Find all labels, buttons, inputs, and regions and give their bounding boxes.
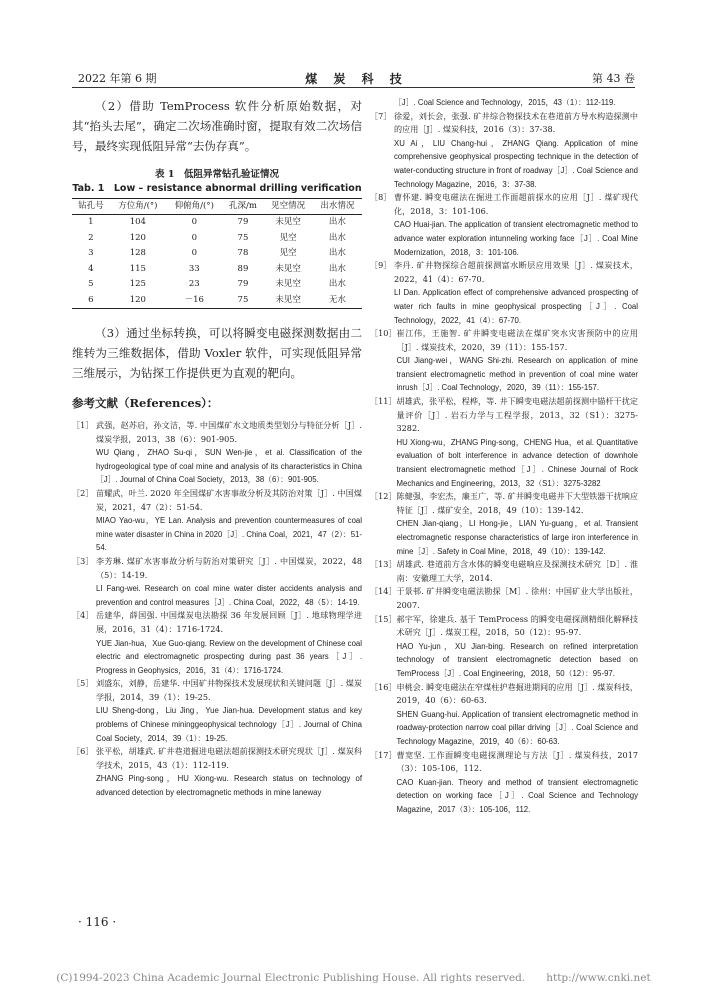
references-list-right: [370, 96, 638, 816]
reference-text-en: CUI Jiang-wei，WANG Shi-zhi. Research on application of mine transient electromagnetic method in prevention of coal mine water inrush［J］. Coal Technology，2020，39（11）：155-157.: [396, 356, 638, 393]
reference-body: [394, 96, 638, 110]
reference-body: [96, 609, 362, 677]
reference-number: ［10］: [370, 328, 397, 339]
table-cell: 3: [88, 248, 94, 258]
reference-text-en: CAO Kuan-jian. Theory and method of transient electromagnetic detection on working face［J］. Coal Science and Technology Magazine，2017（3）：105-106，112.: [396, 777, 638, 814]
table-cell: 120: [110, 293, 166, 309]
paragraph-step-3: （3）通过坐标转换，可以将瞬变电磁探测数据由二维转为三维数据体，借助 Voxler 软件，可实现低阻异常三维展示，为钻探工作提供更为直观的靶向。: [72, 326, 362, 380]
reference-number: ［5］: [72, 678, 94, 689]
reference-body: [96, 555, 362, 609]
reference-item: [370, 749, 638, 817]
reference-text-cn: 李丹. 矿井物探综合超前探测富水断层应用效果［J］. 煤炭技术，2022，41（4）：67-70.: [394, 260, 638, 284]
table-cell: 120: [129, 232, 146, 243]
table-cell: 未见空: [275, 217, 301, 227]
col-header: 方位角/(°): [110, 199, 166, 215]
table-row: [72, 293, 362, 309]
reference-number: ［7］: [370, 110, 392, 121]
reference-item: [370, 490, 638, 558]
reference-text-cn: 陈健强，李宏杰，廉玉广，等. 矿井瞬变电磁井下大型铁器干扰响应特征［J］. 煤矿安全，2018，49（10）：139-142.: [396, 491, 638, 515]
reference-item: [370, 96, 638, 110]
table-cell: 79: [237, 279, 249, 289]
reference-text-cn: 于景邨. 矿井瞬变电磁法勘探［M］. 徐州：中国矿业大学出版社，2007.: [396, 586, 638, 610]
reference-text-cn: 武强，赵苏启，孙文洁，等. 中国煤矿水文地质类型划分与特征分析［J］. 煤炭学报，2013，38（6）：901-905.: [96, 420, 362, 444]
reference-item: [72, 745, 362, 799]
table-cell: 104: [129, 217, 146, 227]
reference-body: [96, 419, 362, 487]
reference-number: ［13］: [370, 559, 397, 570]
table-cell: 0: [191, 248, 197, 258]
reference-number: ［12］: [370, 491, 397, 502]
reference-item: [370, 585, 638, 612]
table-cell: 未见空: [275, 279, 301, 289]
right-column: [370, 96, 638, 816]
reference-text-en: LIU Sheng-dong，Liu Jing，Yue Jian-hua. Development status and key problems of Chinese mininggeophysical technology［J］. Journal of China Coal Society，2014，39（1）：19-25.: [96, 706, 362, 743]
reference-body: [397, 490, 639, 558]
reference-body: [397, 585, 639, 612]
reference-number: ［11］: [370, 396, 397, 407]
reference-text-cn: 胡雄武，张平松，程桦，等. 井下瞬变电磁法超前探测中锚杆干扰定量评价［J］. 岩石力学与工程学报，2013，32（S1）：3275-3282.: [396, 396, 638, 434]
table-cell: 出水: [328, 248, 346, 258]
reference-body: [397, 327, 639, 395]
reference-item: [72, 609, 362, 677]
copyright-footer: (C)1994-2023 China Academic Journal Electronic Publishing House. All rights reserved. http://www.cnki.net: [56, 972, 651, 984]
reference-item: [370, 395, 638, 490]
table-cell: 75: [237, 232, 249, 243]
col-header: 孔深/m: [222, 199, 263, 215]
paragraph-step-2: （2）借助 TemProcess 软件分析原始数据，对其“掐头去尾”，确定二次场准确时窗，提取有效二次场信号，最终实现低阻异常“去伪存真”。: [72, 99, 362, 153]
reference-body: [96, 487, 362, 555]
reference-body: [397, 681, 639, 749]
reference-number: ［9］: [370, 260, 392, 271]
reference-text-cn: 曹怀建. 瞬变电磁法在掘进工作面超前探水的应用［J］. 煤矿现代化，2018，3：101-106.: [394, 192, 638, 216]
table-cell: 出水: [328, 217, 346, 227]
reference-number: ［14］: [370, 586, 397, 597]
table-cell: 0: [191, 232, 197, 243]
volume-label: 第 43 卷: [592, 72, 635, 85]
table-cell: 75: [222, 293, 263, 309]
reference-body: [397, 395, 639, 490]
reference-text-cn: 申桃会. 瞬变电磁法在窄煤柱护巷掘进期间的应用［J］. 煤炭科技，2019，40（6）：60-63.: [396, 681, 638, 706]
header-rule: [72, 87, 635, 88]
table-body: [72, 215, 362, 309]
reference-text-en: YUE Jian-hua，Xue Guo-qiang. Review on the development of Chinese coal electric and electromagnetic prospecting during past 36 years［J］. Progress in Geophysics，2016，31（4）：1716-1724.: [96, 638, 362, 675]
col-header: 见空情况: [263, 199, 312, 215]
reference-item: [72, 487, 362, 555]
reference-body: [394, 259, 638, 327]
reference-text-cn: 胡雄武. 巷道前方含水体的瞬变电磁响应及探测技术研究［D］. 淮南：安徽理工大学，2014.: [396, 559, 638, 583]
reference-text-en: XU Ai，LIU Chang-hui，ZHANG Qiang. Application of mine comprehensive geophysical prospecting technique in the detection of water-conducting structure in front of roadway［J］. Coal Science and Technology Magazine，2016，3：37-38.: [394, 138, 638, 189]
reference-text-en: WU Qiang，ZHAO Su-qi，SUN Wen-jie，et al. Classification of the hydrogeological type of coal mine and analysis of its characteristics in China［J］. Journal of China Coal Society，2013，38（6）：901-905.: [96, 448, 362, 485]
table-cell: 89: [237, 263, 249, 274]
table-cell: 出水: [328, 263, 346, 274]
reference-text-cn: 刘盛东，刘静，岳建华. 中国矿井物探技术发展现状和关键问题［J］. 煤炭学报，2014，39（1）：19-25.: [96, 678, 362, 702]
references-list-left: [72, 419, 362, 800]
reference-item: [72, 419, 362, 487]
table-cell: 1: [88, 217, 94, 227]
reference-item: [370, 613, 638, 681]
verification-table: [72, 198, 362, 309]
table-cell: 见空: [279, 248, 297, 258]
reference-number: ［1］: [72, 420, 94, 430]
reference-item: [370, 110, 638, 192]
table-row: [72, 246, 362, 262]
reference-text-en: LI Fang-wei. Research on coal mine water dister accidents analysis and prevention and control measures［J］. China Coal，2022，48（5）：14-19.: [96, 584, 362, 607]
reference-body: [397, 749, 639, 817]
reference-number: [370, 96, 394, 110]
reference-text-en: CAO Huai-jian. The application of transient electromagnetic method to advance water exploration intunneling working face［J］. Coal Mine Modernization，2018，3：101-106.: [394, 220, 638, 257]
issue-label: 2022 年第 6 期: [78, 72, 157, 85]
reference-text-cn: 郝宇军，徐建兵. 基于 TemProcess 的瞬变电磁探测精细化解释技术研究［J］. 煤炭工程，2018，50（12）：95-97.: [396, 613, 638, 638]
reference-body: [96, 745, 362, 799]
table-cell: 未见空: [263, 293, 312, 309]
table-row: [72, 262, 362, 278]
reference-text-cn: 岳建华，薛国强. 中国煤炭电法勘探 36 年发展回顾［J］. 地球物理学进展，2016，31（4）：1716-1724.: [96, 610, 362, 634]
reference-number: ［16］: [370, 681, 397, 692]
reference-text-en: SHEN Guang-hui. Application of transient electromagnetic method in roadway-protection narrow coal pillar driving［J］. Coal Science and Technology Magazine，2019，40（6）：60-63.: [396, 709, 638, 746]
reference-number: ［4］: [72, 610, 94, 621]
reference-body: [397, 613, 639, 681]
table-cell: 未见空: [275, 263, 301, 274]
reference-text-cn: 苗耀武，叶兰. 2020 年全国煤矿水害事故分析及其防治对策［J］. 中国煤炭，2021，47（2）：51-54.: [96, 487, 362, 512]
reference-number: ［3］: [72, 555, 94, 566]
reference-text-cn: 李芳琳. 煤矿水害事故分析与防治对策研究［J］. 中国煤炭，2022，48（5）：14-19.: [96, 555, 362, 580]
reference-number: ［2］: [72, 487, 94, 498]
reference-text-cn: 崔江伟，王施智. 矿井瞬变电磁法在煤矿突水灾害预防中的应用［J］. 煤炭技术，2020，39（11）：155-157.: [396, 328, 638, 352]
references-heading: 参考文献（References）：: [72, 396, 219, 410]
reference-text-cn: 张平松，胡雄武. 矿井巷道掘进电磁法超前探测技术研究现状［J］. 煤炭科学技术，2015，43（1）：112-119.: [96, 746, 362, 770]
reference-body: [397, 558, 639, 585]
table-cell: 23: [188, 279, 200, 289]
running-header: [78, 70, 635, 86]
table-cell: 出水: [328, 232, 346, 243]
table-cell: 2: [88, 232, 94, 243]
reference-text-en: HAO Yu-jun，XU Jian-bing. Research on refined interpretation technology of transient electromagnetic detection based on TemProcess［J］. Coal Engineering，2018，50（12）：95-97.: [396, 641, 638, 678]
table-row: [72, 277, 362, 293]
reference-number: ［15］: [370, 613, 397, 624]
col-header: 出水情况: [313, 199, 362, 215]
reference-item: [370, 191, 638, 259]
reference-text-cn: 曹宽坚. 工作面瞬变电磁探测理论与方法［J］. 煤炭科技，2017（3）：105-106，112.: [396, 749, 638, 774]
table-cell: 6: [72, 293, 110, 309]
table-header-row: [72, 199, 362, 215]
table-cell: 0: [191, 217, 197, 227]
reference-text-cn: 徐爱，刘长会，张强. 矿井综合物探技术在巷道前方导水构造探测中的应用［J］. 煤炭科技，2016（3）：37-38.: [394, 110, 638, 135]
reference-item: [72, 677, 362, 745]
table-cell: －16: [166, 293, 222, 309]
table-caption-cn: 表 1 低阻异常钻孔验证情况: [155, 169, 279, 180]
reference-text-en: HU Xiong-wu，ZHANG Ping-song，CHENG Hua，et al. Quantitative evaluation of bolt interference in advance detection of downhole transient electromagnetic method［J］. Chinese Journal of Rock Mechanics and Engineering，2013，32（S1）：3275-3282: [396, 437, 638, 488]
reference-text-en: CHEN Jian-qiang，LI Hong-jie，LIAN Yu-guang，et al. Transient electromagnetic response characteristics of large iron interference in mine［J］. Safety in Coal Mine，2018，49（10）：139-142.: [396, 519, 638, 556]
col-header: 钻孔号: [72, 199, 110, 215]
table-row: [72, 231, 362, 247]
table-row: [72, 215, 362, 231]
reference-text-en: ZHANG Ping-song，HU Xiong-wu. Research status on technology of advanced detection by electromagnetic methods in mine laneway: [96, 774, 362, 798]
journal-title: 煤 炭 科 技: [305, 72, 408, 86]
table-cell: 78: [237, 248, 249, 258]
table-cell: 4: [88, 263, 94, 274]
col-header: 仰俯角/(°): [166, 199, 222, 215]
reference-body: [96, 677, 362, 745]
reference-item: [370, 259, 638, 327]
reference-text-en: LI Dan. Application effect of comprehensive advanced prospecting of water rich faults in mine geophysical prospecting［J］. Coal Technology，2022，41（4）：67-70.: [394, 288, 638, 325]
reference-number: ［6］: [72, 746, 94, 757]
table-cell: 115: [129, 263, 146, 274]
reference-item: [370, 681, 638, 749]
reference-body: [394, 110, 638, 192]
reference-text-en: MIAO Yao-wu，YE Lan. Analysis and prevention countermeasures of coal mine water disaster in China in 2020［J］. China Coal，2021，47（2）：51-54.: [96, 516, 362, 553]
reference-body: [394, 191, 638, 259]
table-cell: 79: [237, 217, 249, 227]
reference-number: ［8］: [370, 192, 392, 203]
reference-item: [72, 555, 362, 609]
reference-number: ［17］: [370, 749, 397, 760]
reference-text-en: ［J］. Coal Science and Technology，2015，43（1）：112-119.: [394, 98, 616, 107]
table-cell: 出水: [328, 279, 346, 289]
table-cell: 见空: [279, 232, 297, 243]
table-cell: 125: [129, 279, 146, 289]
table-cell: 128: [129, 248, 146, 258]
table-cell: 33: [188, 263, 200, 274]
table-cell: 5: [88, 279, 94, 289]
table-caption-en: Tab. 1 Low – resistance abnormal drilling verification: [72, 183, 362, 194]
table-cell: 无水: [313, 293, 362, 309]
reference-item: [370, 327, 638, 395]
page-number: · 116 ·: [78, 915, 117, 929]
left-column: [72, 96, 362, 800]
reference-item: [370, 558, 638, 585]
